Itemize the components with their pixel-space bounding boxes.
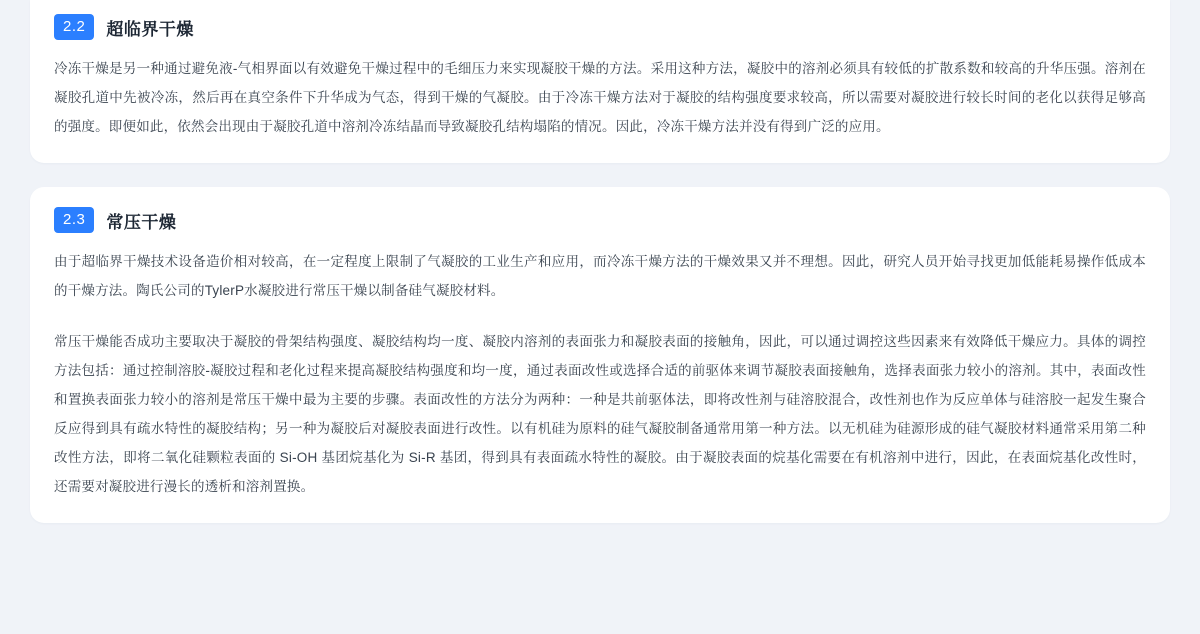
section-paragraph: 常压干燥能否成功主要取决于凝胶的骨架结构强度、凝胶结构均一度、凝胶内溶剂的表面张力和凝胶表面的接触角，因此，可以通过调控这些因素来有效降低干燥应力。具体的调控方法包括：通过控制溶胶-凝胶过程和老化过程来提高凝胶结构强度和均一度，通过表面改性或选择合适的前驱体来调节凝胶表面接触角，选择表面张力较小的溶剂。其中，表面改性和置换表面张力较小的溶剂是常压干燥中最为主要的步骤。表面改性的方法分为两种：一种是共前驱体法，即将改性剂与硅溶胶混合，改性剂也作为反应单体与硅溶胶一起发生聚合反应得到具有疏水特性的凝胶结构；另一种为凝胶后对凝胶表面进行改性。以有机硅为原料的硅气凝胶制备通常用第一种方法。以无机硅为硅源形成的硅气凝胶材料通常采用第二种改性方法，即将二氧化硅颗粒表面的 Si-OH 基团烷基化为 Si-R 基团，得到具有表面疏水特性的凝胶。由于凝胶表面的烷基化需要在有机溶剂中进行，因此，在表面烷基化改性时，还需要对凝胶进行漫长的透析和溶剂置换。 (54, 334, 1146, 494)
section-card-2-2 (30, 0, 1170, 163)
section-number-badge: 2.3 (54, 207, 94, 233)
section-number-badge: 2.2 (54, 14, 94, 40)
section-title: 超临界干燥 (106, 19, 194, 39)
section-heading-2-3 (54, 207, 1146, 233)
section-paragraph: 冷冻干燥是另一种通过避免液-气相界面以有效避免干燥过程中的毛细压力来实现凝胶干燥的方法。采用这种方法，凝胶中的溶剂必须具有较低的扩散系数和较高的升华压强。溶剂在凝胶孔道中先被冷冻，然后再在真空条件下升华成为气态，得到干燥的气凝胶。由于冷冻干燥方法对于凝胶的结构强度要求较高，所以需要对凝胶进行较长时间的老化以获得足够高的强度。即便如此，依然会出现由于凝胶孔道中溶剂冷冻结晶而导致凝胶孔结构塌陷的情况。因此，冷冻干燥方法并没有得到广泛的应用。 (54, 61, 1146, 134)
section-heading-2-2 (54, 14, 1146, 40)
section-card-2-3 (30, 187, 1170, 523)
section-title: 常压干燥 (106, 212, 177, 232)
section-paragraph: 由于超临界干燥技术设备造价相对较高，在一定程度上限制了气凝胶的工业生产和应用，而冷冻干燥方法的干燥效果又并不理想。因此，研究人员开始寻找更加低能耗易操作低成本的干燥方法。陶氏公司的TylerP水凝胶进行常压干燥以制备硅气凝胶材料。 (54, 254, 1146, 298)
